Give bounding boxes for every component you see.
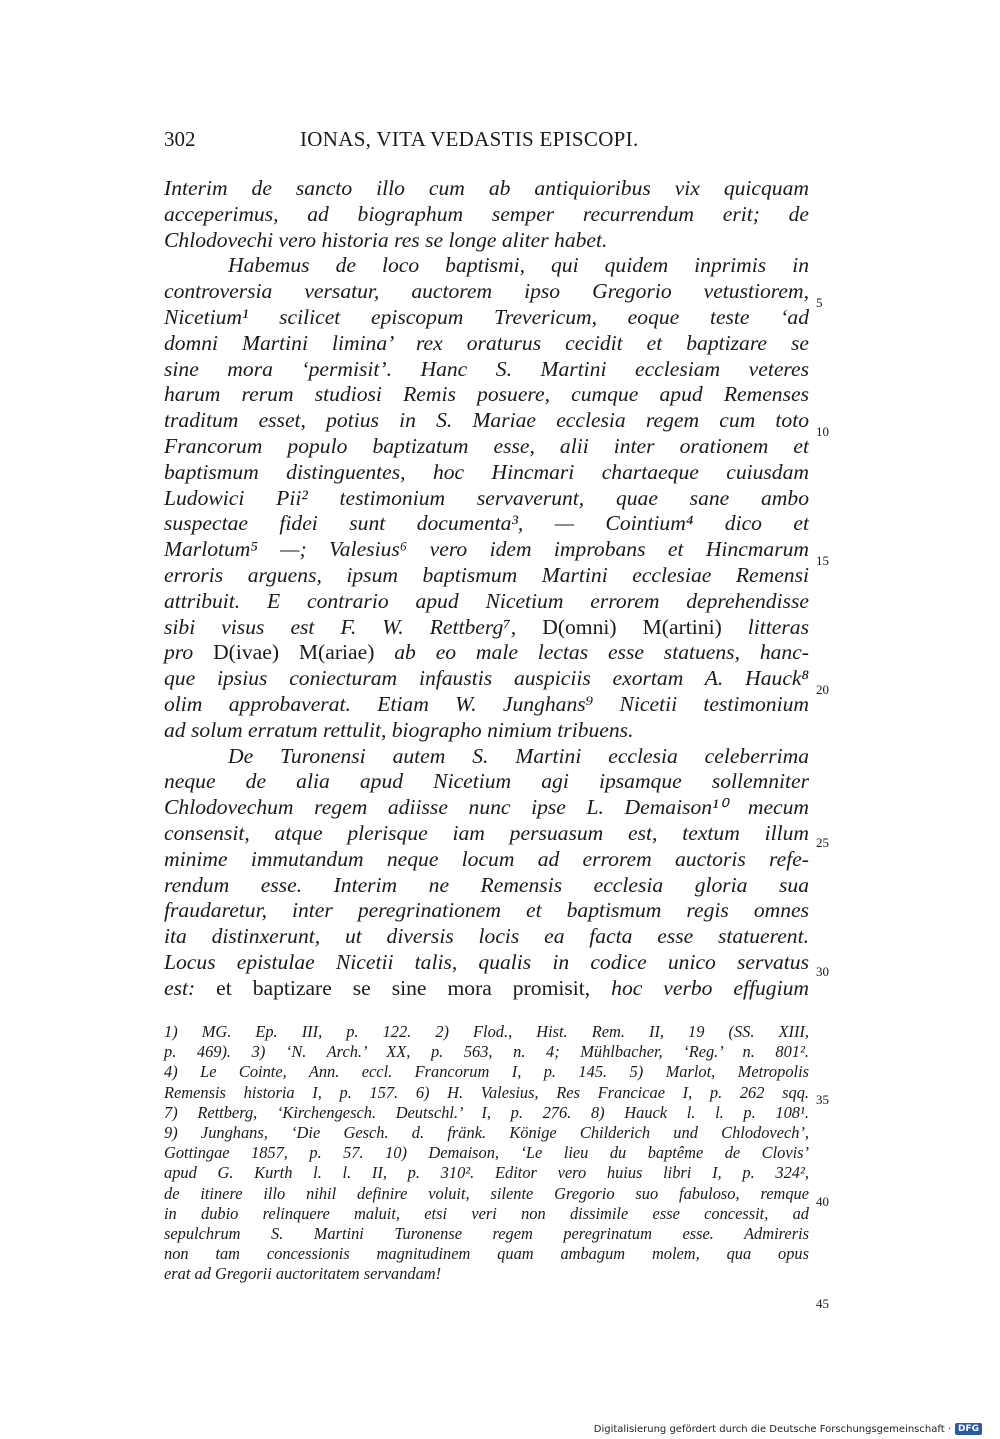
text-segment: est: — [164, 975, 196, 1000]
footnote-line: Remensis historia I, p. 157. 6) H. Valesius, Res Francicae I, p. 262 sqq. — [164, 1082, 809, 1102]
text-line: rendum esse. Interim ne Remensis ecclesia gloria sua — [164, 872, 809, 897]
footnote-line: in dubio relinquere maluit, etsi veri non dissimile esse concessit, ad — [164, 1203, 809, 1223]
footnote-line: p. 469). 3) ‘N. Arch.’ XX, p. 563, n. 4; Mühlbacher, ‘Reg.’ n. 801². — [164, 1042, 809, 1062]
running-head: IONAS, VITA VEDASTIS EPISCOPI. — [300, 127, 639, 151]
text-line: attribuit. E contrario apud Nicetium errorem deprehendisse — [164, 588, 809, 613]
text-line: que ipsius coniecturam infaustis auspiciis exortam A. Hauck⁸ — [164, 666, 809, 691]
margin-line-number: 35 — [816, 1092, 829, 1107]
footnote-line: sepulchrum S. Martini Turonense regem peregrinatum esse. Admireris — [164, 1223, 809, 1243]
text-segment: sibi visus est F. W. Rettberg⁷, — [164, 614, 517, 639]
text-line: minime immutandum neque locum ad errorem auctoris refe- — [164, 846, 809, 871]
footnote-line: erat ad Gregorii auctoritatem servandam! — [164, 1264, 442, 1284]
text-line: Habemus de loco baptismi, qui quidem inprimis in — [228, 253, 809, 278]
text-line: ita distinxerunt, ut diversis locis ea facta esse statuerent. — [164, 924, 809, 949]
margin-line-number: 40 — [816, 1194, 829, 1209]
text-line: sine mora ‘permisit’. Hanc S. Martini ecclesiam veteres — [164, 356, 809, 381]
margin-line-number: 25 — [816, 835, 829, 850]
text-line: Nicetium¹ scilicet episcopum Trevericum, eoque teste ‘ad — [164, 304, 809, 329]
dfg-logo: DFG — [955, 1423, 982, 1435]
credit-text: Digitalisierung gefördert durch die Deutsche Forschungsgemeinschaft · — [593, 1423, 951, 1435]
text-line: harum rerum studiosi Remis posuere, cumque apud Remenses — [164, 382, 809, 407]
text-line: suspectae fidei sunt documenta³, — Cointium⁴ dico et — [164, 511, 809, 536]
text-line: Chlodovechum regem adiisse nunc ipse L. Demaison¹⁰ mecum — [164, 795, 809, 820]
text-line: controversia versatur, auctorem ipso Gregorio vetustiorem, — [164, 279, 809, 304]
text-line: ad solum erratum rettulit, biographo nimium tribuens. — [164, 717, 634, 742]
text-line: Locus epistulae Nicetii talis, qualis in codice unico servatus — [164, 949, 809, 974]
margin-line-numbers — [816, 0, 846, 1439]
text-line: traditum esset, potius in S. Mariae ecclesia regem cum toto — [164, 408, 809, 433]
footnote-line: 4) Le Cointe, Ann. eccl. Francorum I, p. 145. 5) Marlot, Metropolis — [164, 1062, 809, 1082]
text-line: fraudaretur, inter peregrinationem et baptismum regis omnes — [164, 898, 809, 923]
text-line — [164, 615, 809, 641]
text-line: Francorum populo baptizatum esse, alii inter orationem et — [164, 433, 809, 458]
margin-line-number: 10 — [816, 424, 829, 439]
footnote-line: 7) Rettberg, ‘Kirchengesch. Deutschl.’ I, p. 276. 8) Hauck l. l. p. 108¹. — [164, 1102, 809, 1122]
main-text — [164, 176, 809, 1002]
text-line: baptismum distinguentes, hoc Hincmari chartaeque cuiusdam — [164, 459, 809, 484]
text-line: erroris arguens, ipsum baptismum Martini ecclesiae Remensi — [164, 562, 809, 587]
text-line: Marlotum⁵ —; Valesius⁶ vero idem improbans et Hincmarum — [164, 537, 809, 562]
text-line: De Turonensi autem S. Martini ecclesia celeberrima — [228, 743, 809, 768]
footnote-line: non tam concessionis magnitudinem quam ambagum molem, qua opus — [164, 1244, 809, 1264]
text-segment-roman: D(ivae) M(ariae) — [213, 640, 375, 665]
margin-line-number: 20 — [816, 682, 829, 697]
text-line: Ludowici Pii² testimonium servaverunt, quae sane ambo — [164, 485, 809, 510]
text-segment: pro — [164, 640, 194, 665]
digitization-credit — [594, 1423, 982, 1435]
text-line: Chlodovechi vero historia res se longe aliter habet. — [164, 227, 608, 252]
margin-line-number: 5 — [816, 295, 823, 310]
footnote-line: 1) MG. Ep. III, p. 122. 2) Flod., Hist. Rem. II, 19 (SS. XIII, — [164, 1022, 809, 1041]
text-line: consensit, atque plerisque iam persuasum est, textum illum — [164, 820, 809, 845]
footnote-line: de itinere illo nihil definire voluit, silente Gregorio suo fabuloso, remque — [164, 1183, 809, 1203]
margin-line-number: 30 — [816, 964, 829, 979]
margin-line-number: 15 — [816, 553, 829, 568]
text-line: Interim de sancto illo cum ab antiquioribus vix quicquam — [164, 176, 809, 200]
text-segment: ab eo male lectas esse statuens, hanc- — [394, 640, 809, 665]
footnote-line: apud G. Kurth l. l. II, p. 310². Editor vero huius libri I, p. 324², — [164, 1163, 809, 1183]
footnote-line: Gottingae 1857, p. 57. 10) Demaison, ‘Le lieu du baptême de Clovis’ — [164, 1143, 809, 1163]
text-segment: hoc verbo effugium — [611, 975, 809, 1000]
margin-line-number: 45 — [816, 1296, 829, 1311]
footnotes — [164, 1022, 809, 1284]
text-line: acceperimus, ad biographum semper recurrendum erit; de — [164, 201, 809, 226]
page-number: 302 — [164, 127, 196, 151]
text-segment-roman: D(omni) M(artini) — [542, 614, 722, 639]
text-segment: litteras — [747, 614, 809, 639]
text-line — [164, 640, 809, 666]
text-line: neque de alia apud Nicetium agi ipsamque sollemniter — [164, 769, 809, 794]
text-line — [164, 976, 809, 1002]
text-segment-roman: et baptizare se sine mora promisit, — [216, 975, 591, 1000]
footnote-line: 9) Junghans, ‘Die Gesch. d. fränk. Könige Childerich und Chlodovech’, — [164, 1122, 809, 1142]
text-line: domni Martini limina’ rex oraturus cecidit et baptizare se — [164, 330, 809, 355]
text-line: olim approbaverat. Etiam W. Junghans⁹ Nicetii testimonium — [164, 691, 809, 716]
